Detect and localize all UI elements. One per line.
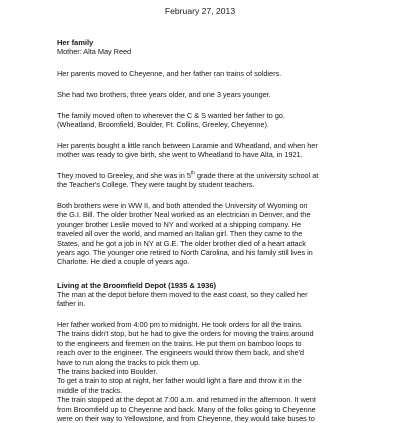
paragraph — [57, 171, 369, 190]
text-line: years ago. The younger one retired to North Carolina, and his family still lives in — [57, 248, 313, 258]
paragraph — [57, 141, 369, 160]
text-line: have to run along the tracks to pick them up. — [57, 357, 201, 367]
text-line: mother was ready to give birth, she went to Wheatland to have Alta, in 1921. — [57, 150, 303, 160]
text-line: the Teacher's College. They were taught by student teachers. — [57, 180, 255, 190]
text-line: The trains backed into Boulder. — [57, 367, 158, 377]
paragraph — [57, 290, 369, 309]
paragraph — [57, 320, 369, 423]
text-line: To get a train to stop at night, her father would light a flare and throw it in the — [57, 376, 302, 386]
text-line: Her parents bought a little ranch between Laramie and Wheatland, and when her — [57, 141, 318, 150]
text-line — [57, 171, 369, 180]
text-fragment: grade there at the university school at — [194, 171, 319, 180]
text-line: States, and he got a job in NY at G.E. The older brother died of a heart attack — [57, 238, 306, 248]
text-line: The train stopped at the depot at 7:00 a.m. and returned in the afternoon. It went — [57, 395, 316, 405]
document-date: February 27, 2013 — [164, 6, 236, 16]
text-line: The trains didn't stop, but he had to give the orders for moving the trains around — [57, 329, 314, 339]
paragraph: Her parents moved to Cheyenne, and her father ran trains of soldiers. — [57, 69, 282, 78]
paragraph — [57, 201, 369, 267]
text-line: Her father worked from 4:00 pm to midnight. He took orders for all the trains. — [57, 320, 303, 329]
paragraph: She had two brothers, three years older, and one 3 years younger. — [57, 90, 271, 99]
superscript: th — [190, 170, 195, 177]
paragraph — [57, 111, 369, 130]
section-heading-broomfield-depot: Living at the Broomfield Depot (1935 & 1936) — [57, 281, 216, 290]
text-fragment: They moved to Greeley, and she was in 5 — [57, 171, 191, 180]
text-line: from Broomfield up to Cheyenne and back. Many of the folks going to Cheyenne — [57, 404, 316, 414]
text-line: middle of the tracks. — [57, 385, 123, 395]
text-line: the G.I. Bill. The older brother Neal worked as an electrician in Denver, and the — [57, 210, 311, 220]
text-line: The family moved often to wherever the C & S wanted her father to go. — [57, 111, 285, 120]
text-line: were on their way to Yellowstone, and from Cheyenne, they would take buses to — [57, 414, 315, 423]
text-line: (Wheatland, Broomfield, Boulder, Ft. Collins, Greeley, Cheyenne). — [57, 120, 269, 130]
text-line: father in. — [57, 299, 86, 309]
mother-line: Mother: Alta May Reed — [57, 47, 132, 56]
section-heading-her-family: Her family — [57, 38, 94, 47]
text-line: traveled all over the world, and married an Italian girl. Then they came to the — [57, 229, 303, 239]
text-line: Charlotte. He died a couple of years ago. — [57, 257, 190, 267]
text-line: reach over to the engineer. The engineers would throw them back, and she'd — [57, 348, 304, 358]
text-line: younger brother Leslie moved to NY and worked at a shipping company. He — [57, 219, 301, 229]
text-line: Both brothers were in WW II, and both attended the University of Wyoming on — [57, 201, 308, 210]
text-line: The man at the depot before them moved to the east coast, so they called her — [57, 290, 308, 299]
text-line: to the engineers and firemen on the trains. He put them on bamboo loops to — [57, 338, 302, 348]
